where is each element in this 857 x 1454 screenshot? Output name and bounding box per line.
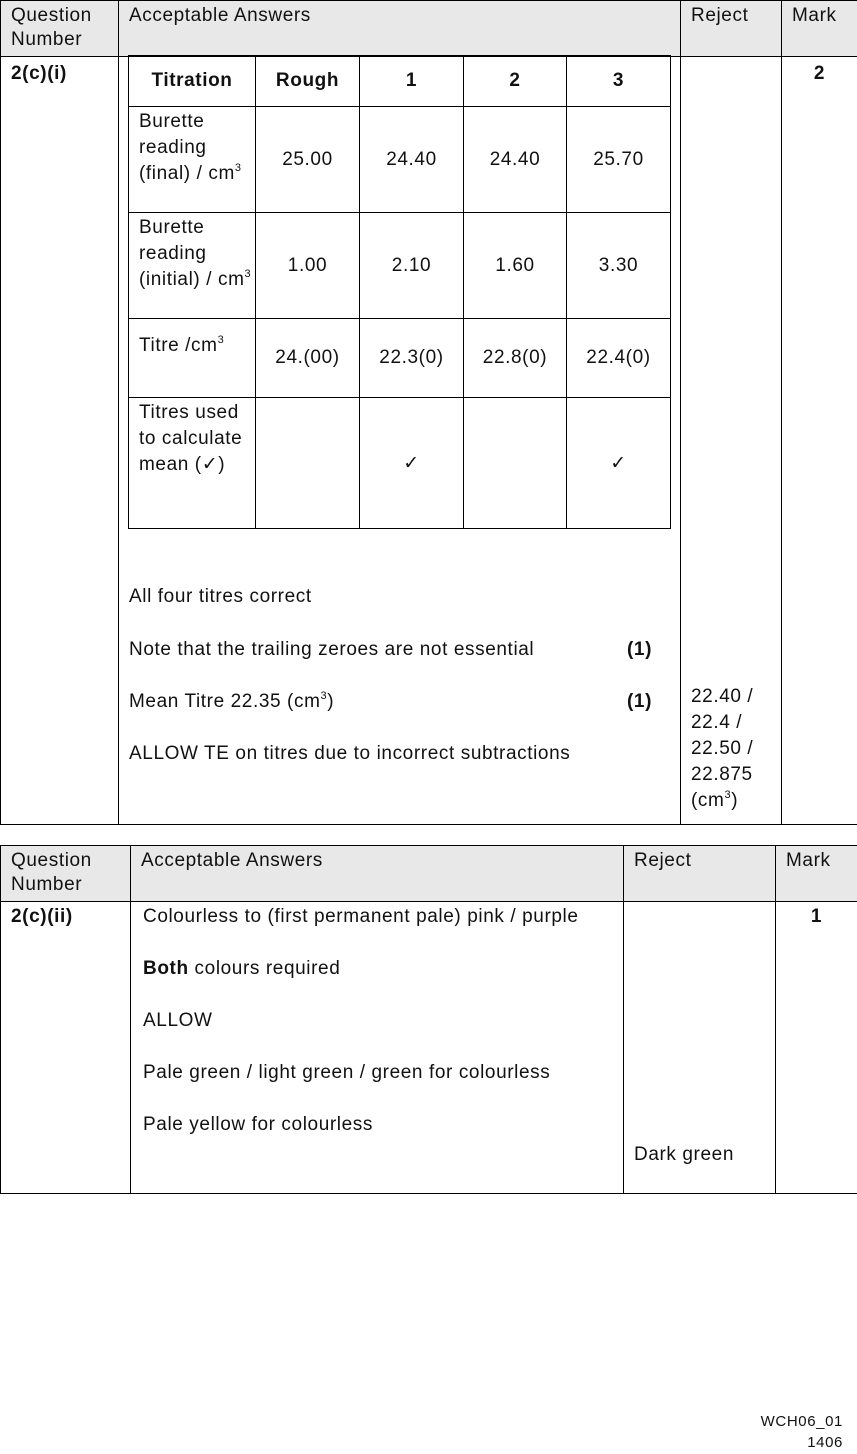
header-question-number: Question Number [1, 1, 119, 57]
titration-table [128, 55, 671, 529]
mark-value: 2 [782, 57, 857, 825]
titration-col-3: 3 [567, 56, 671, 107]
initial-1: 2.10 [360, 213, 464, 319]
titration-col-1: 1 [360, 56, 464, 107]
used-2 [464, 398, 567, 529]
mean-mark: (1) [627, 691, 653, 712]
header-acceptable-answers-2: Acceptable Answers [131, 846, 624, 902]
titration-col-label: Titration [129, 56, 256, 107]
reject-line-unit: $(cm^3)$ [691, 789, 739, 811]
reject-line-2: 22.4 / [691, 712, 743, 733]
used-3-tick-icon: ✓ [567, 398, 671, 529]
titre-2: 22.8(0) [464, 319, 567, 398]
trailing-zeroes-text: Note that the trailing zeroes are not essential [129, 639, 535, 660]
mean-titre-text: Mean Titre 22.35 $(cm^3)$ [129, 690, 335, 712]
final-rough: 25.00 [256, 107, 360, 213]
question-number-2: 2(c)(ii) [1, 902, 131, 1194]
initial-2: 1.60 [464, 213, 567, 319]
reject-dark-green: Dark green [634, 1144, 734, 1165]
footer-number: 1406 [807, 1434, 843, 1451]
trailing-mark: (1) [627, 639, 653, 660]
header-reject: Reject [681, 1, 782, 57]
header-reject-2: Reject [624, 846, 776, 902]
header-mark: Mark [782, 1, 857, 57]
all-four-text: All four titres correct [129, 586, 312, 607]
titre-1: 22.3(0) [360, 319, 464, 398]
titration-col-rough: Rough [256, 56, 360, 107]
header-row-2 [1, 846, 857, 902]
row-label-final: Burette reading (final) / $cm^3$ [129, 107, 256, 213]
titre-3: 22.4(0) [567, 319, 671, 398]
allow-te-text: ALLOW TE on titres due to incorrect subtractions [129, 743, 571, 764]
row-label-titre: Titre $/cm^3$ [129, 319, 256, 398]
header-row [1, 1, 857, 57]
final-1: 24.40 [360, 107, 464, 213]
mark-scheme-table-2cii [0, 845, 857, 1194]
final-2: 24.40 [464, 107, 567, 213]
reject-values [691, 684, 753, 814]
titration-row-used [129, 398, 671, 529]
tick-icon: ✓ [201, 454, 219, 475]
titration-col-2: 2 [464, 56, 567, 107]
titre-rough: 24.(00) [256, 319, 360, 398]
titration-row-final [129, 107, 671, 213]
titration-row-titre [129, 319, 671, 398]
answer-row-2 [1, 902, 857, 1194]
reject-line-3: 22.50 / [691, 738, 754, 759]
row-label-initial: Burette reading (initial) / $cm^3$ [129, 213, 256, 319]
used-rough [256, 398, 360, 529]
final-3: 25.70 [567, 107, 671, 213]
colour-change-text: Colourless to (first permanent pale) pink / purple [143, 906, 579, 927]
initial-rough: 1.00 [256, 213, 360, 319]
titration-header-row [129, 56, 671, 107]
answers-cell-2 [131, 902, 624, 1194]
pale-yellow-text: Pale yellow for colourless [143, 1114, 373, 1135]
row-label-used: Titres used to calculate mean (✓) [129, 398, 256, 529]
pale-green-text: Pale green / light green / green for colourless [143, 1062, 551, 1083]
initial-3: 3.30 [567, 213, 671, 319]
used-1-tick-icon: ✓ [360, 398, 464, 529]
both-colours-text: Both colours required [143, 958, 341, 979]
question-number: 2(c)(i) [1, 57, 119, 825]
mark-value-2: 1 [776, 902, 857, 1194]
header-mark-2: Mark [776, 846, 857, 902]
footer-code: WCH06_01 [760, 1413, 843, 1430]
reject-cell-2 [624, 902, 776, 1194]
titration-row-initial [129, 213, 671, 319]
reject-line-1: 22.40 / [691, 686, 754, 707]
reject-line-4: 22.875 [691, 764, 753, 785]
header-acceptable-answers: Acceptable Answers [119, 1, 681, 57]
header-question-number-2: Question Number [1, 846, 131, 902]
allow-text: ALLOW [143, 1010, 213, 1031]
